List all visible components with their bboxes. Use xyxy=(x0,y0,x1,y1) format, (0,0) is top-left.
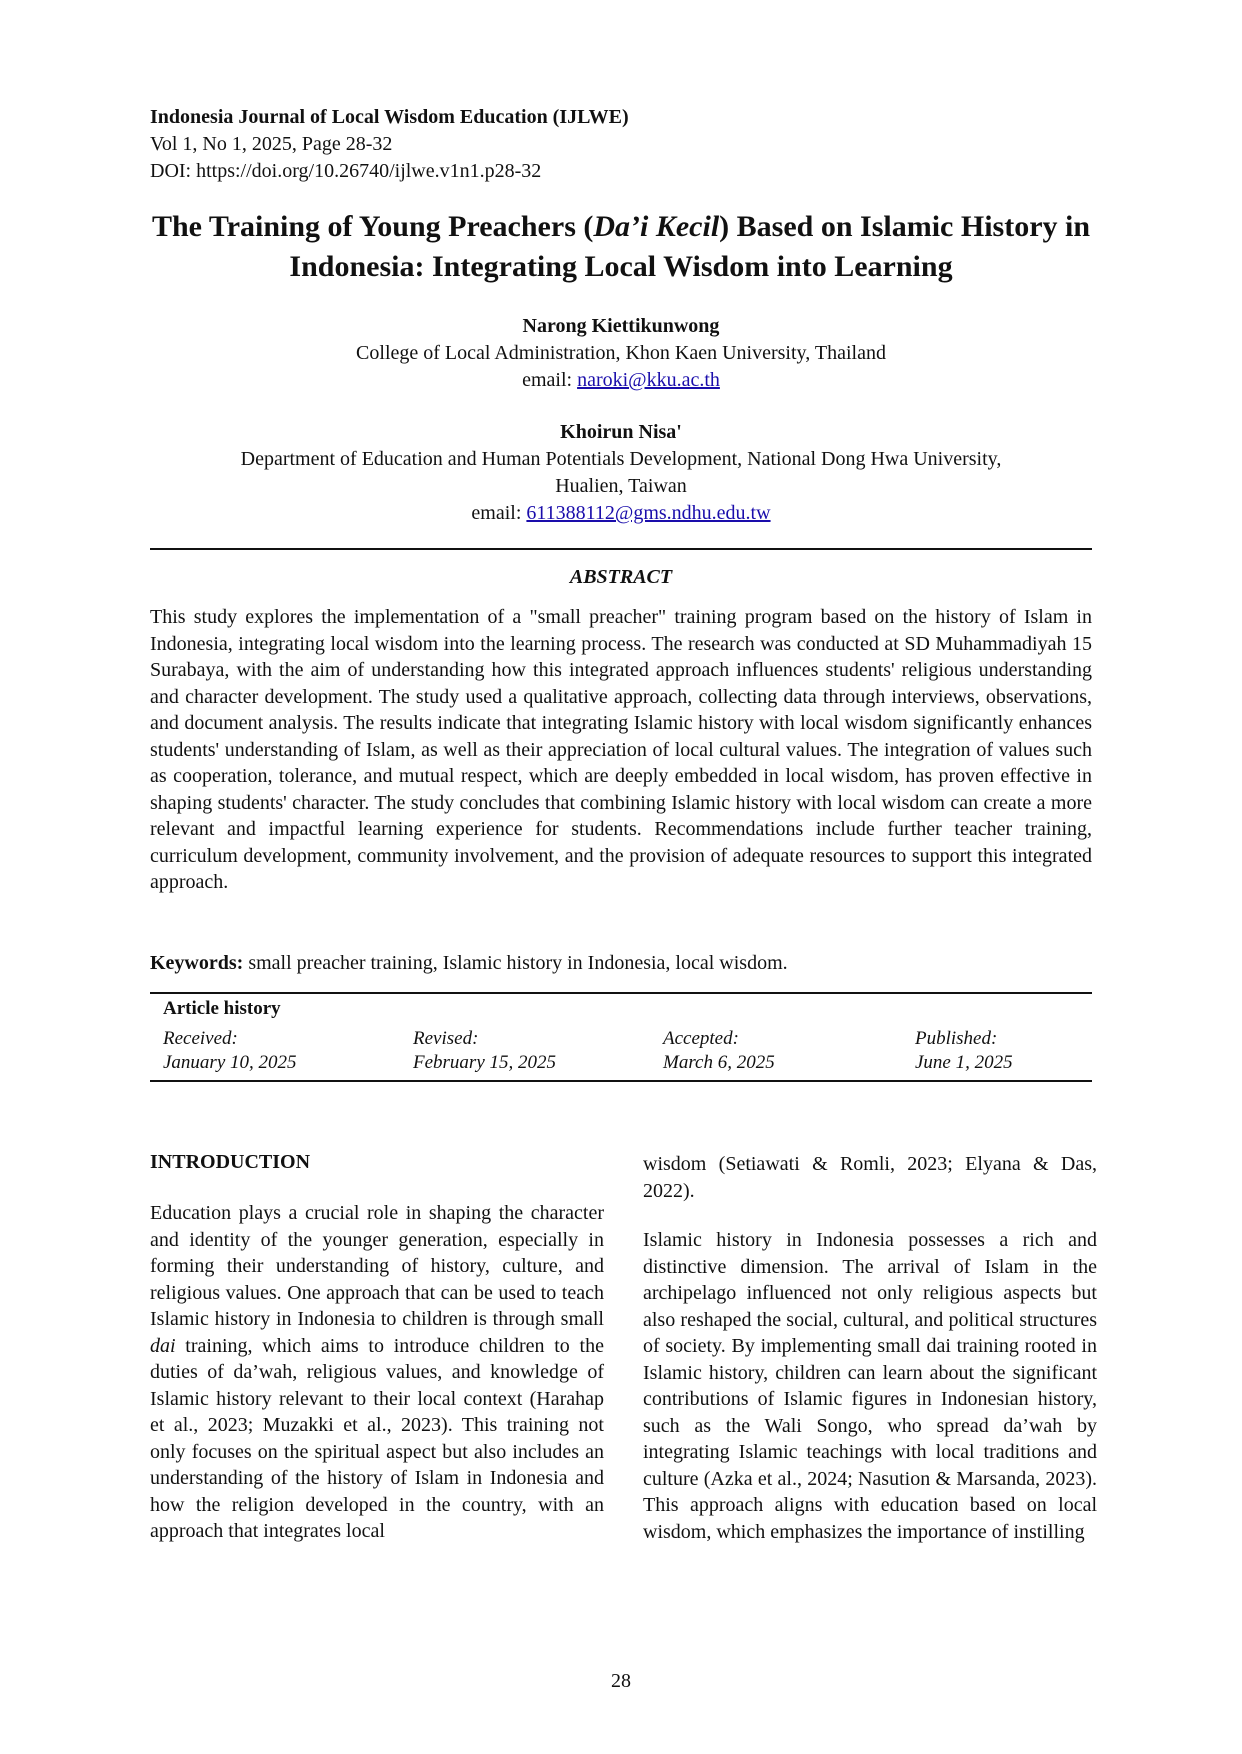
title-italic: Da’i Kecil xyxy=(593,210,720,243)
introduction-right-column xyxy=(643,1151,1097,1568)
intro-paragraph: wisdom (Setiawati & Romli, 2023; Elyana & Das, 2022). xyxy=(643,1153,1097,1202)
email-label: email: xyxy=(522,369,578,391)
intro-italic: dai xyxy=(150,1334,176,1357)
divider xyxy=(150,1080,1092,1082)
introduction-left-column xyxy=(150,1200,604,1545)
history-revised xyxy=(413,1027,556,1075)
author-block-1 xyxy=(150,313,1092,394)
title-part2: ) Based on Islamic History in Indonesia: Integrating Local Wisdom into Learning xyxy=(289,210,1091,283)
introduction-heading: INTRODUCTION xyxy=(150,1151,311,1173)
history-date: June 1, 2025 xyxy=(915,1052,1013,1073)
intro-text: Education plays a crucial role in shaping the character and identity of the younger generation, especially in forming their understanding of history, culture, and religious values. One approach that can be used to teach Islamic history in Indonesia to children is through small xyxy=(150,1202,604,1330)
author-email-line xyxy=(150,500,1092,527)
page-number: 28 xyxy=(611,1670,631,1692)
history-label: Revised: xyxy=(413,1028,479,1049)
history-published xyxy=(915,1027,1013,1075)
volume-line: Vol 1, No 1, 2025, Page 28-32 xyxy=(150,133,393,155)
abstract-text: This study explores the implementation of a "small preacher" training program based on the history of Islam in Indonesia, integrating local wisdom into the learning process. The research was conducted at SD Muhammadiyah 15 Surabaya, with the aim of understanding how this integrated approach influences students' religious understanding and character development. The study used a qualitative approach, collecting data through interviews, observations, and document analysis. The results indicate that integrating Islamic history with local wisdom significantly enhances students' understanding of Islam, as well as their appreciation of local cultural values. The integration of values such as cooperation, tolerance, and mutual respect, which are deeply embedded in local wisdom, has proven effective in shaping students' character. The study concludes that combining Islamic history with local wisdom can create a more relevant and impactful learning experience for students. Recommendations include further teacher training, curriculum development, community involvement, and the provision of adequate resources to support this integrated approach. xyxy=(150,606,1092,893)
author-affiliation: Department of Education and Human Potentials Development, National Dong Hwa University, xyxy=(240,448,1002,470)
keywords-text: small preacher training, Islamic history in Indonesia, local wisdom. xyxy=(243,952,788,974)
history-label: Received: xyxy=(163,1028,238,1049)
history-date: January 10, 2025 xyxy=(163,1052,297,1073)
history-date: February 15, 2025 xyxy=(413,1052,557,1073)
author-block-2 xyxy=(150,419,1092,527)
author-name: Khoirun Nisa' xyxy=(560,421,682,443)
history-accepted xyxy=(663,1027,775,1075)
author-email-line xyxy=(150,367,1092,394)
author-affiliation-line2: Hualien, Taiwan xyxy=(555,475,687,497)
abstract-heading: ABSTRACT xyxy=(569,566,673,588)
journal-header xyxy=(150,104,629,185)
paper-title xyxy=(150,207,1092,287)
intro-text: training, which aims to introduce children to the duties of da’wah, religious values, and knowledge of Islamic history relevant to their local context (Harahap et al., 2023; Muzakki et al., 2023). This training not only focuses on the spiritual aspect but also includes an understanding of the history of Islam in Indonesia and how the religion developed in the country, with an approach that integrates local xyxy=(150,1334,604,1542)
author-name: Narong Kiettikunwong xyxy=(522,315,720,337)
email-label: email: xyxy=(471,502,527,524)
title-part1: The Training of Young Preachers ( xyxy=(151,210,594,243)
history-received xyxy=(163,1027,297,1075)
author-email-link[interactable]: naroki@kku.ac.th xyxy=(577,369,720,391)
journal-name: Indonesia Journal of Local Wisdom Education (IJLWE) xyxy=(150,106,629,128)
author-affiliation: College of Local Administration, Khon Kaen University, Thailand xyxy=(356,342,886,364)
intro-paragraph: Islamic history in Indonesia possesses a rich and distinctive dimension. The arrival of Islam in the archipelago influenced not only religious aspects but also reshaped the social, cultural, and political structures of society. By implementing small dai training rooted in Islamic history, children can learn about the significant contributions of Islamic figures in Indonesian history, such as the Wali Songo, who spread da’wah by integrating Islamic teachings with local traditions and culture (Azka et al., 2024; Nasution & Marsanda, 2023). This approach aligns with education based on local wisdom, which emphasizes the importance of instilling xyxy=(643,1229,1097,1543)
keywords-label: Keywords: xyxy=(150,952,244,974)
history-label: Published: xyxy=(915,1028,998,1049)
article-history-heading: Article history xyxy=(163,998,281,1019)
divider xyxy=(150,548,1092,550)
doi-line: DOI: https://doi.org/10.26740/ijlwe.v1n1.p28-32 xyxy=(150,160,542,182)
author-email-link[interactable]: 611388112@gms.ndhu.edu.tw xyxy=(526,502,771,524)
divider xyxy=(150,992,1092,994)
keywords xyxy=(150,950,1092,976)
history-label: Accepted: xyxy=(663,1028,739,1049)
history-date: March 6, 2025 xyxy=(663,1052,775,1073)
